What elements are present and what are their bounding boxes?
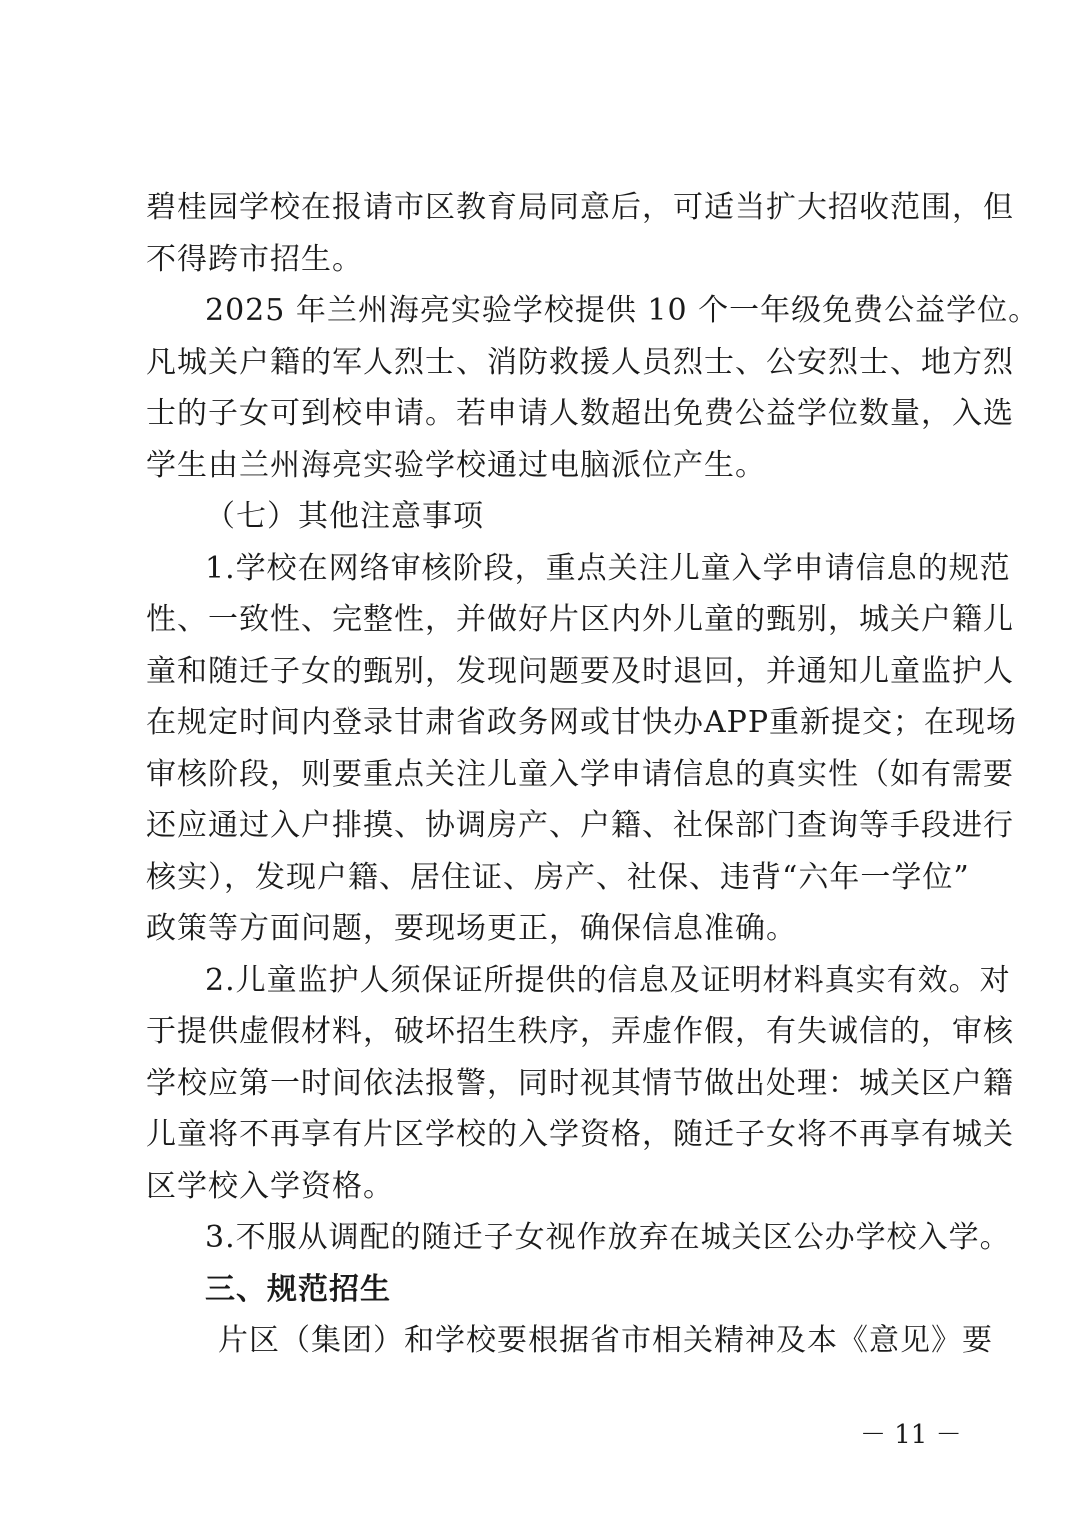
paragraph-line: 于提供虚假材料，破坏招生秩序，弄虚作假，有失诚信的，审核 (146, 1014, 1014, 1049)
paragraph-line: 士的子女可到校申请。若申请人数超出免费公益学位数量，入选 (146, 396, 1014, 431)
paragraph-line: 2.儿童监护人须保证所提供的信息及证明材料真实有效。对 (205, 963, 1011, 998)
paragraph-line: 不得跨市招生。 (146, 242, 363, 277)
subsection-heading: （七）其他注意事项 (205, 499, 484, 534)
paragraph-line: 还应通过入户排摸、协调房产、户籍、社保部门查询等手段进行 (146, 808, 1014, 843)
paragraph-line: 儿童将不再享有片区学校的入学资格，随迁子女将不再享有城关 (146, 1117, 1014, 1152)
paragraph-line: 区学校入学资格。 (146, 1169, 394, 1204)
paragraph-line: 3.不服从调配的随迁子女视作放弃在城关区公办学校入学。 (205, 1220, 1011, 1255)
page-number: － 11 － (860, 1420, 962, 1450)
paragraph-line: 核实），发现户籍、居住证、房产、社保、违背“六年一学位” (146, 860, 970, 895)
paragraph-line: 在规定时间内登录甘肃省政务网或甘快办APP重新提交；在现场 (146, 705, 1018, 740)
paragraph-line: 凡城关户籍的军人烈士、消防救援人员烈士、公安烈士、地方烈 (146, 345, 1014, 380)
paragraph-line: 审核阶段，则要重点关注儿童入学申请信息的真实性（如有需要 (146, 757, 1014, 792)
paragraph-line: 学生由兰州海亮实验学校通过电脑派位产生。 (146, 448, 766, 483)
paragraph-line: 学校应第一时间依法报警，同时视其情节做出处理：城关区户籍 (146, 1066, 1014, 1101)
paragraph-line: 片区（集团）和学校要根据省市相关精神及本《意见》要 (218, 1323, 993, 1358)
section-heading: 三、规范招生 (205, 1272, 391, 1307)
paragraph-line: 性、一致性、完整性，并做好片区内外儿童的甄别，城关户籍儿 (146, 602, 1014, 637)
paragraph-line: 碧桂园学校在报请市区教育局同意后，可适当扩大招收范围，但 (146, 190, 1014, 225)
paragraph-line: 政策等方面问题，要现场更正，确保信息准确。 (146, 911, 797, 946)
paragraph-line: 1.学校在网络审核阶段，重点关注儿童入学申请信息的规范 (205, 551, 1011, 586)
paragraph-line: 2025 年兰州海亮实验学校提供 10 个一年级免费公益学位。 (205, 293, 1040, 328)
paragraph-line: 童和随迁子女的甄别，发现问题要及时退回，并通知儿童监护人 (146, 654, 1014, 689)
